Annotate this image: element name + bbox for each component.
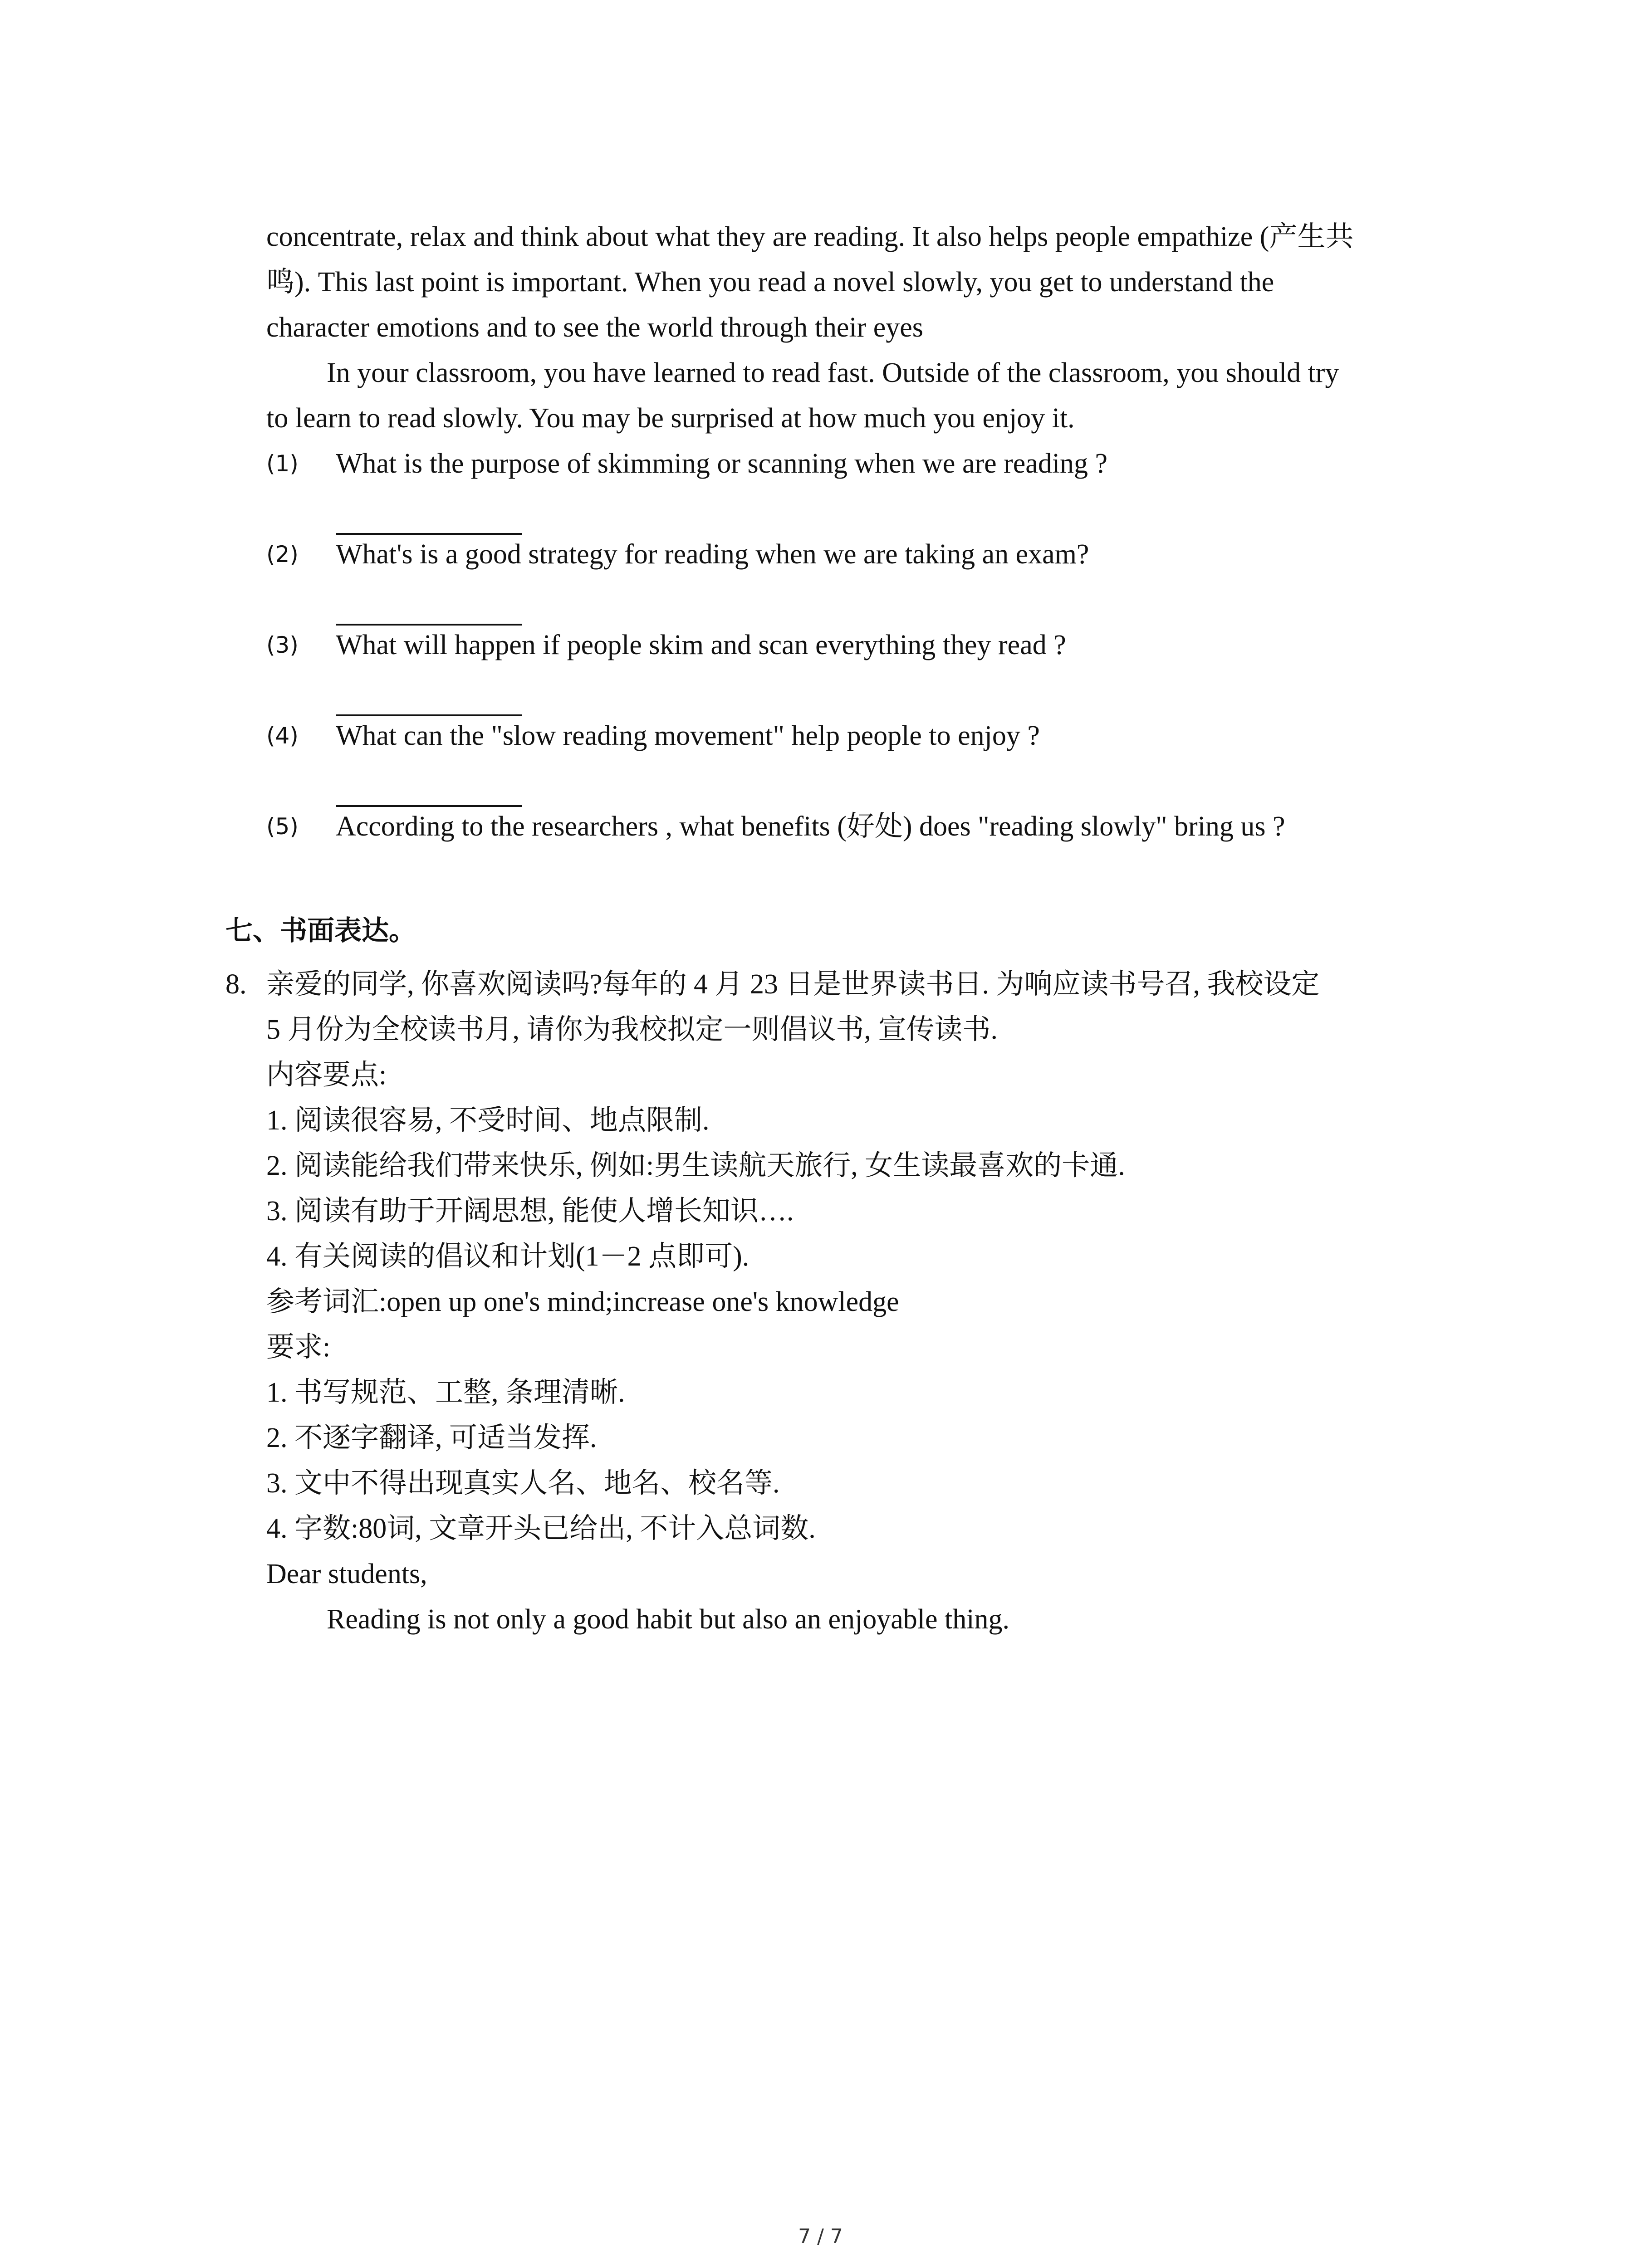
answer-blank[interactable] bbox=[336, 805, 522, 807]
page-number: 7 / 7 bbox=[798, 2225, 843, 2248]
task-prompt-line: 5 月份为全校读书月, 请你为我校拟定一则倡议书, 宣传读书. bbox=[266, 1014, 998, 1045]
passage-line: 鸣). This last point is important. When you read a novel slowly, you get to understand the bbox=[266, 267, 1274, 298]
points-label: 内容要点: bbox=[266, 1060, 387, 1090]
answer-blank[interactable] bbox=[336, 533, 522, 535]
reference-vocabulary: 参考词汇:open up one's mind;increase one's knowledge bbox=[266, 1286, 899, 1317]
passage-line: In your classroom, you have learned to read fast. Outside of the classroom, you should try bbox=[327, 357, 1339, 388]
requirement-item: 3. 文中不得出现真实人名、地名、校名等. bbox=[266, 1468, 780, 1499]
question-text: What's is a good strategy for reading when we are taking an exam? bbox=[336, 539, 1089, 570]
content-point: 1. 阅读很容易, 不受时间、地点限制. bbox=[266, 1105, 710, 1136]
letter-opening-sentence: Reading is not only a good habit but also an enjoyable thing. bbox=[327, 1604, 1009, 1635]
answer-blank[interactable] bbox=[336, 714, 522, 716]
passage-line: to learn to read slowly. You may be surprised at how much you enjoy it. bbox=[266, 403, 1075, 434]
question-text: What is the purpose of skimming or scanning when we are reading ? bbox=[336, 448, 1108, 479]
content-point: 4. 有关阅读的倡议和计划(1－2 点即可). bbox=[266, 1241, 749, 1272]
question-number: (3) bbox=[266, 632, 299, 658]
question-number: (4) bbox=[266, 723, 299, 749]
task-number: 8. bbox=[225, 969, 247, 1000]
question-text: According to the researchers , what benefits (好处) does "reading slowly" bring us ? bbox=[336, 811, 1285, 842]
question-number: (1) bbox=[266, 450, 299, 477]
question-number: (5) bbox=[266, 813, 299, 840]
section-heading: 七、书面表达。 bbox=[225, 915, 416, 947]
requirements-label: 要求: bbox=[266, 1332, 331, 1363]
passage-line: concentrate, relax and think about what they are reading. It also helps people empathize (产生共 bbox=[266, 221, 1354, 252]
letter-greeting: Dear students, bbox=[266, 1559, 427, 1589]
content-point: 3. 阅读有助于开阔思想, 能使人增长知识…. bbox=[266, 1196, 794, 1227]
answer-blank[interactable] bbox=[336, 624, 522, 626]
passage-line: character emotions and to see the world through their eyes bbox=[266, 312, 923, 343]
task-prompt-line: 亲爱的同学, 你喜欢阅读吗?每年的 4 月 23 日是世界读书日. 为响应读书号召, 我校设定 bbox=[266, 969, 1320, 1000]
question-text: What will happen if people skim and scan everything they read ? bbox=[336, 630, 1066, 660]
requirement-item: 1. 书写规范、工整, 条理清晰. bbox=[266, 1377, 625, 1408]
question-number: (2) bbox=[266, 541, 299, 567]
requirement-item: 2. 不逐字翻译, 可适当发挥. bbox=[266, 1422, 597, 1453]
content-point: 2. 阅读能给我们带来快乐, 例如:男生读航天旅行, 女生读最喜欢的卡通. bbox=[266, 1150, 1125, 1181]
question-text: What can the "slow reading movement" help people to enjoy ? bbox=[336, 720, 1040, 751]
requirement-item: 4. 字数:80词, 文章开头已给出, 不计入总词数. bbox=[266, 1513, 816, 1544]
